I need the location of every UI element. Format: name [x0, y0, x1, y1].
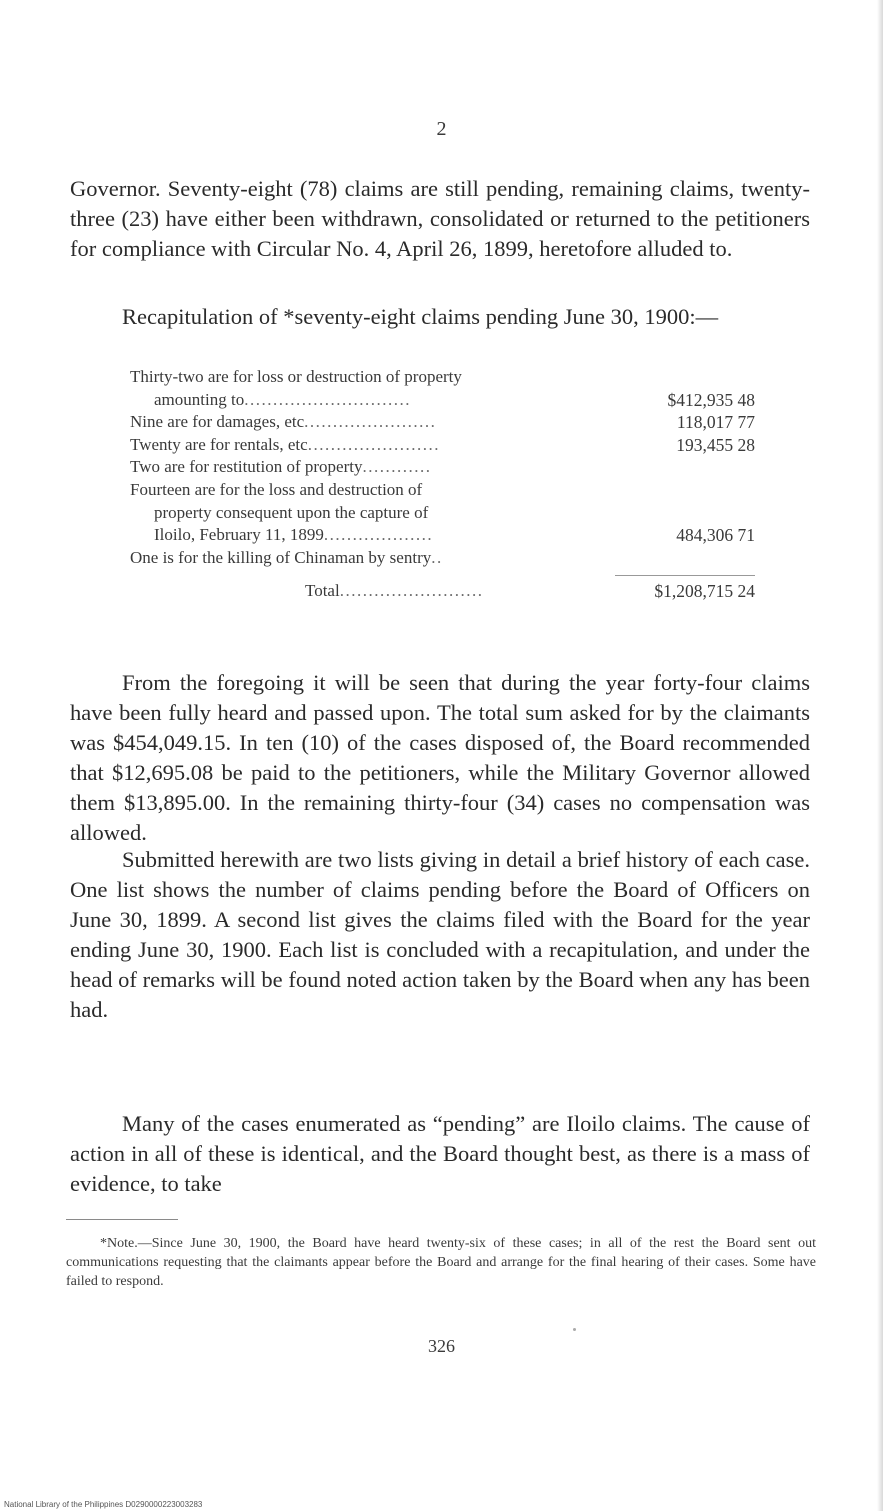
recap-row-label: Two are for restitution of property: [130, 457, 363, 477]
paragraph-iloilo-claims: [70, 1109, 810, 1199]
footnote-rule: [66, 1219, 178, 1220]
paragraph-lists-submitted: [70, 845, 810, 1025]
recap-row-restitution: [130, 456, 755, 479]
recap-row-iloilo-capture-line2: [130, 502, 755, 525]
recap-row-label: One is for the killing of Chinaman by sentry: [130, 547, 432, 567]
footnote: [66, 1234, 816, 1291]
recap-row-amount: $412,935 48: [667, 389, 755, 410]
page-number-bottom: 326: [428, 1336, 455, 1356]
page-edge-shadow: [877, 0, 883, 1511]
recap-row-amount: 484,306 71: [676, 525, 755, 546]
total-rule: [615, 575, 755, 576]
recapitulation-table: [130, 366, 755, 603]
leader-dots: ............: [362, 457, 432, 477]
recap-row-loss-destruction-amount: [130, 389, 755, 412]
recap-row-label: Fourteen are for the loss and destruction of: [130, 479, 423, 499]
leader-dots: ...................: [323, 525, 434, 545]
recap-row-label: Twenty are for rentals, etc: [130, 434, 308, 454]
recap-row-damages: [130, 411, 755, 434]
speck: [573, 1328, 576, 1331]
recap-row-label: Nine are for damages, etc: [130, 412, 305, 432]
recap-row-iloilo-capture: [130, 479, 755, 502]
total-label: Total: [305, 581, 340, 601]
recap-row-iloilo-capture-line3: [130, 524, 755, 547]
paragraph-governor-claims: [70, 174, 810, 264]
recap-row-label: Iloilo, February 11, 1899: [154, 525, 324, 545]
recap-row-label: amounting to: [154, 389, 245, 409]
paragraph-recapitulation-intro: [70, 302, 810, 332]
leader-dots: .............................: [244, 389, 411, 409]
recap-row-loss-destruction: [130, 366, 755, 389]
recap-row-total: [130, 580, 755, 603]
footnote-text: *Note.—Since June 30, 1900, the Board have heard twenty-six of these cases; in all of the rest the Board sent out communications requesting that the claimants appear before the Board and arrange for the final hearing of their cases. Some have failed to respond.: [66, 1236, 816, 1289]
recap-row-killing: [130, 547, 755, 570]
leader-dots: .......................: [307, 434, 440, 454]
recap-row-rentals: [130, 434, 755, 457]
recap-row-amount: 118,017 77: [676, 412, 755, 433]
leader-dots: .......................: [304, 412, 437, 432]
paragraph-claims-heard: [70, 668, 810, 848]
paragraph-text: From the foregoing it will be seen that during the year forty-four claims have been fully heard and passed upon. The total sum asked for by the claimants was $454,049.15. In ten (10) of the cases disposed of, the Board recommended that $12,695.08 be paid to the petitioners, while the Military Governor allowed them $13,895.00. In the remaining thirty-four (34) cases no compensation was allowed.: [70, 670, 810, 845]
leader-dots: ..: [431, 547, 443, 567]
total-amount: $1,208,715 24: [654, 581, 755, 602]
leader-dots: .........................: [339, 581, 484, 601]
library-watermark: National Library of the Philippines D0290000223003283: [4, 1500, 203, 1509]
recap-row-amount: 193,455 28: [676, 434, 755, 455]
paragraph-text: Recapitulation of *seventy-eight claims pending June 30, 1900:—: [122, 304, 719, 329]
paragraph-text: Governor. Seventy-eight (78) claims are still pending, remaining claims, twenty-three (23) have either been withdrawn, consolidated or returned to the petitioners for compliance with Circular No. 4, April 26, 1899, heretofore alluded to.: [70, 176, 810, 261]
paragraph-text: Submitted herewith are two lists giving in detail a brief history of each case. One list shows the number of claims pending before the Board of Officers on June 30, 1899. A second list gives the claims filed with the Board for the year ending June 30, 1900. Each list is concluded with a recapitulation, and under the head of remarks will be found noted action taken by the Board when any has been had.: [70, 847, 810, 1022]
recap-row-label: property consequent upon the capture of: [154, 502, 429, 522]
page-number-top: 2: [436, 118, 447, 140]
paragraph-text: Many of the cases enumerated as “pending” are Iloilo claims. The cause of action in all of these is identical, and the Board thought best, as there is a mass of evidence, to take: [70, 1111, 810, 1196]
recap-row-label: Thirty-two are for loss or destruction of property: [130, 367, 462, 386]
